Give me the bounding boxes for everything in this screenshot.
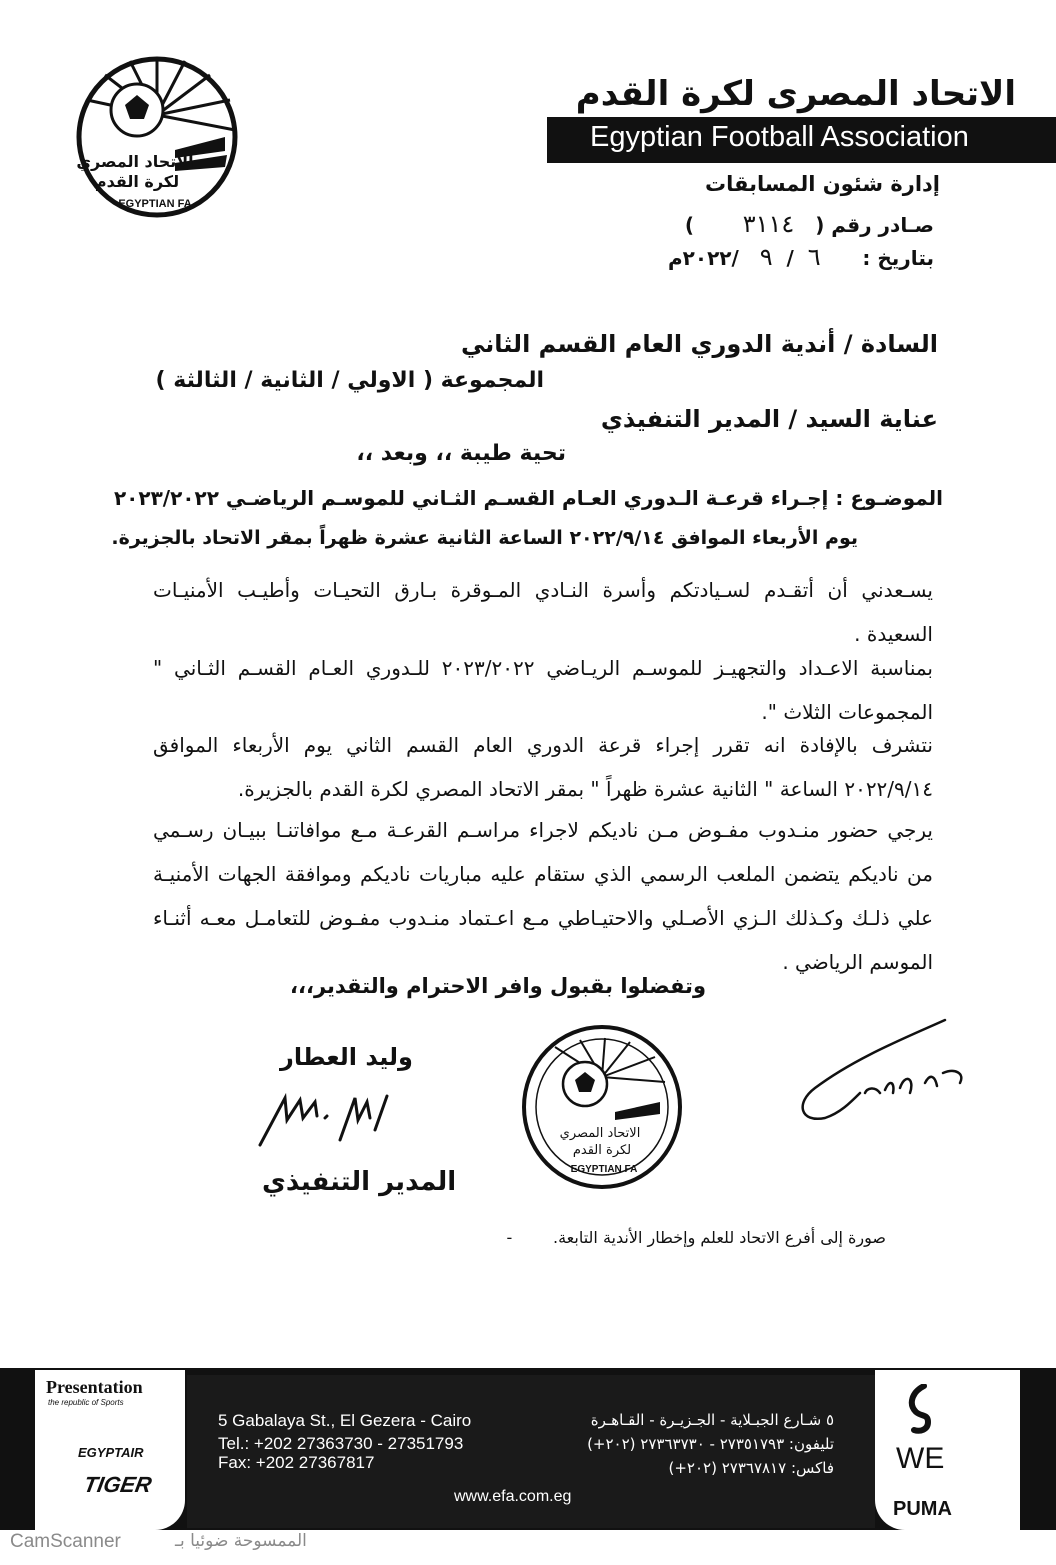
subject-line-2: يوم الأربعاء الموافق ٢٠٢٢/٩/١٤ الساعة الثانية عشرة ظهراً بمقر الاتحاد بالجزيرة. [111, 527, 858, 549]
issue-date: بتاريخ : ٦ / ٩ /٢٠٢٢م [667, 243, 934, 271]
logo-text-ar-1: الاتحاد المصري [76, 152, 194, 171]
ref-label: صـادر رقم ( [815, 213, 934, 237]
logo-text-ar-2: لكرة القدم [94, 172, 180, 191]
body-paragraph-4: يرجي حضور منـدوب مفـوض مـن ناديكم لاجراء مراسـم القرعـة مـع موافاتنـا ببيـان رسـمي من ناديكم يتضمن الملعب الرسمي الذي ستقام عليه مباريات ناديكم وموافقة الجهات الأمنيـة علي ذلـك وكـذلك الـزي الأصـلي والاحتيـاطي مـع اعـتماد منـدوب مفـوض للتعامـل معـه أثنـاء الموسم الرياضي . [153, 818, 933, 974]
sponsor-we-logo: WE [896, 1442, 945, 1475]
sponsor-presentation-tagline: the republic of Sports [48, 1398, 124, 1407]
ref-number-value: ٣١١٤ [742, 210, 795, 238]
stamp-text-ar-2: لكرة القدم [572, 1143, 632, 1158]
website-link[interactable]: www.efa.com.eg [454, 1488, 572, 1505]
date-day: ٦ [807, 243, 821, 271]
telephone-ar: تليفون: ٢٧٣٥١٧٩٣ - ٢٧٣٦٣٧٣٠ (٢٠٢+) [587, 1435, 834, 1453]
official-stamp [520, 1022, 685, 1192]
org-name-ar: الاتحاد المصرى لكرة القدم [575, 74, 1016, 114]
handwritten-signature [255, 1090, 395, 1150]
we-brand-icon [906, 1384, 936, 1434]
cc-bullet: - [506, 1228, 513, 1247]
address-en: 5 Gabalaya St., El Gezera - Cairo [218, 1411, 472, 1430]
date-month: ٩ [759, 243, 773, 271]
greeting: تحية طيبة ،، وبعد ،، [356, 441, 566, 466]
telephone-en: Tel.: +202 27363730 - 27351793 [218, 1434, 464, 1453]
fax-en: Fax: +202 27367817 [218, 1453, 375, 1472]
fax-ar: فاكس: ٢٧٣٦٧٨١٧ (٢٠٢+) [668, 1459, 834, 1477]
body-paragraph-3: نتشرف بالإفادة انه تقرر إجراء قرعة الدوري العام القسم الثاني يوم الأربعاء الموافق ٢٠٢٢/٩/١٤ الساعة " الثانية عشرة ظهراً " بمقر الاتحاد المصري لكرة القدم بالجزيرة. [153, 733, 933, 801]
stamp-text-ar-1: الاتحاد المصري [559, 1126, 641, 1141]
camscanner-watermark-ar: الممسوحة ضوئيا بـ [175, 1531, 307, 1551]
camscanner-watermark: CamScanner [10, 1531, 121, 1552]
stamp-text-en: EGYPTIAN FA [570, 1164, 638, 1175]
sponsor-puma-logo: PUMA [893, 1498, 952, 1520]
sponsor-presentation-logo: Presentation [46, 1377, 143, 1397]
date-year: ٢٠٢٢م [667, 246, 732, 270]
closing-remark: وتفضلوا بقبول وافر الاحترام والتقدير،،، [290, 974, 706, 998]
logo-text-en: EGYPTIAN FA [118, 198, 192, 210]
ref-close: ) [684, 213, 694, 237]
signatory-title: المدير التنفيذي [262, 1167, 457, 1197]
signatory-name: وليد العطار [280, 1043, 413, 1071]
org-name-en: Egyptian Football Association [590, 121, 969, 153]
address-ar: ٥ شـارع الجبـلاية - الجـزيـرة - القـاهـرة [590, 1411, 834, 1429]
addressee-to: السادة / أندية الدوري العام القسم الثاني [460, 330, 938, 358]
addressee-groups: المجموعة ( الاولي / الثانية / الثالثة ) [155, 368, 544, 393]
carbon-copy-note [507, 1228, 886, 1247]
date-label: بتاريخ : [862, 246, 934, 270]
efa-logo [75, 55, 240, 220]
department: إدارة شئون المسابقات [705, 172, 940, 196]
sponsor-egyptair-logo: EGYPTAIR [78, 1445, 144, 1460]
sponsor-tiger-logo: TIGER [81, 1472, 154, 1497]
scanner-watermark-bar [0, 1530, 1056, 1565]
handwritten-initials [795, 1018, 980, 1133]
body-paragraph-1: يسـعدني أن أتقـدم لسـيادتكم وأسرة النـادي المـوقرة بـارق التحيـات وأطيـب الأمنيـات السعيدة . [153, 578, 933, 646]
cc-text: صورة إلى أفرع الاتحاد للعلم وإخطار الأندية التابعة. [553, 1228, 886, 1247]
body-paragraph-2: بمناسبة الاعـداد والتجهيـز للموسـم الريـاضي ٢٠٢٣/٢٠٢٢ للـدوري العـام القسـم الثـاني " المجموعات الثلاث ". [153, 656, 933, 724]
addressee-attention: عناية السيد / المدير التنفيذي [600, 405, 938, 433]
subject-line-1: الموضـوع : إجـراء قرعـة الـدوري العـام القسـم الثـاني للموسـم الرياضـي ٢٠٢٣/٢٠٢٢ [113, 486, 943, 510]
reference-number [685, 210, 934, 238]
